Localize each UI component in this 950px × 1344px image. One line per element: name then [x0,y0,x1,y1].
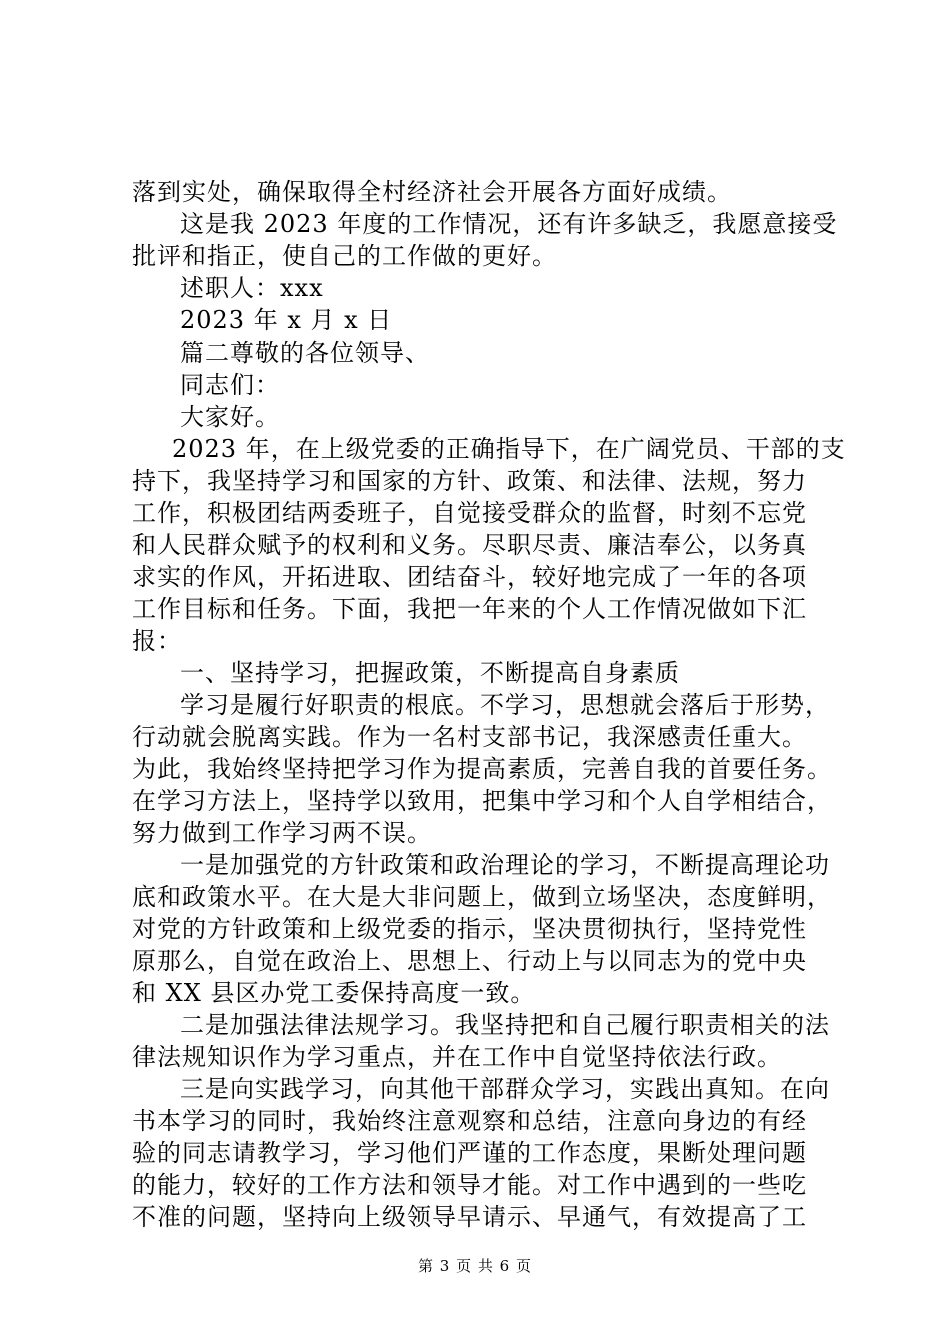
text-line: 2023 年，在上级党委的正确指导下，在广阔党员、干部的支 [172,435,846,463]
text-line: 对党的方针政策和上级党委的指示，坚决贯彻执行，坚持党性 [132,915,807,943]
text-line: 求实的作风，开拓进取、团结奋斗，较好地完成了一年的各项 [132,563,807,591]
text-line: 底和政策水平。在大是大非问题上，做到立场坚决，态度鲜明， [132,883,832,911]
text-line: 学习是履行好职责的根底。不学习，思想就会落后于形势， [180,691,830,719]
text-line: 和 XX 县区办党工委保持高度一致。 [132,979,536,1007]
text-line: 书本学习的同时，我始终注意观察和总结，注意向身边的有经 [132,1107,807,1135]
section-heading: 一、坚持学习，把握政策，不断提高自身素质 [180,659,680,687]
text-line: 批评和指正，使自己的工作做的更好。 [132,242,557,270]
text-line: 不准的问题，坚持向上级领导早请示、早通气，有效提高了工 [132,1203,807,1231]
text-line: 一是加强党的方针政策和政治理论的学习，不断提高理论功 [180,851,830,879]
text-line: 验的同志请教学习，学习他们严谨的工作态度，果断处理问题 [132,1139,807,1167]
text-line: 在学习方法上，坚持学以致用，把集中学习和个人自学相结合， [132,787,832,815]
page-number-footer: 第 3 页 共 6 页 [418,1257,532,1275]
text-line: 行动就会脱离实践。作为一名村支部书记，我深感责任重大。 [132,723,807,751]
text-line: 努力做到工作学习两不误。 [132,819,432,847]
text-line: 的能力，较好的工作方法和领导才能。对工作中遇到的一些吃 [132,1171,807,1199]
text-line: 2023 年 x 月 x 日 [180,306,393,334]
text-line: 报： [132,627,182,655]
text-line: 为此，我始终坚持把学习作为提高素质，完善自我的首要任务。 [132,755,832,783]
text-line: 持下，我坚持学习和国家的方针、政策、和法律、法规，努力 [132,467,807,495]
text-line: 三是向实践学习，向其他干部群众学习，实践出真知。在向 [180,1075,830,1103]
text-line: 二是加强法律法规学习。我坚持把和自己履行职责相关的法 [180,1011,830,1039]
text-line: 篇二尊敬的各位领导、 [180,339,430,367]
text-line: 述职人：xxx [180,274,324,302]
text-line: 律法规知识作为学习重点，并在工作中自觉坚持依法行政。 [132,1043,782,1071]
text-line: 工作，积极团结两委班子，自觉接受群众的监督，时刻不忘党 [132,499,807,527]
text-line: 落到实处，确保取得全村经济社会开展各方面好成绩。 [132,178,732,206]
text-line: 原那么，自觉在政治上、思想上、行动上与以同志为的党中央 [132,947,807,975]
text-line: 和人民群众赋予的权利和义务。尽职尽责、廉洁奉公，以务真 [132,531,807,559]
text-line: 同志们： [180,371,280,399]
text-line: 工作目标和任务。下面，我把一年来的个人工作情况做如下汇 [132,595,807,623]
text-line: 大家好。 [180,403,280,431]
text-line: 这是我 2023 年度的工作情况，还有许多缺乏，我愿意接受 [180,210,838,238]
